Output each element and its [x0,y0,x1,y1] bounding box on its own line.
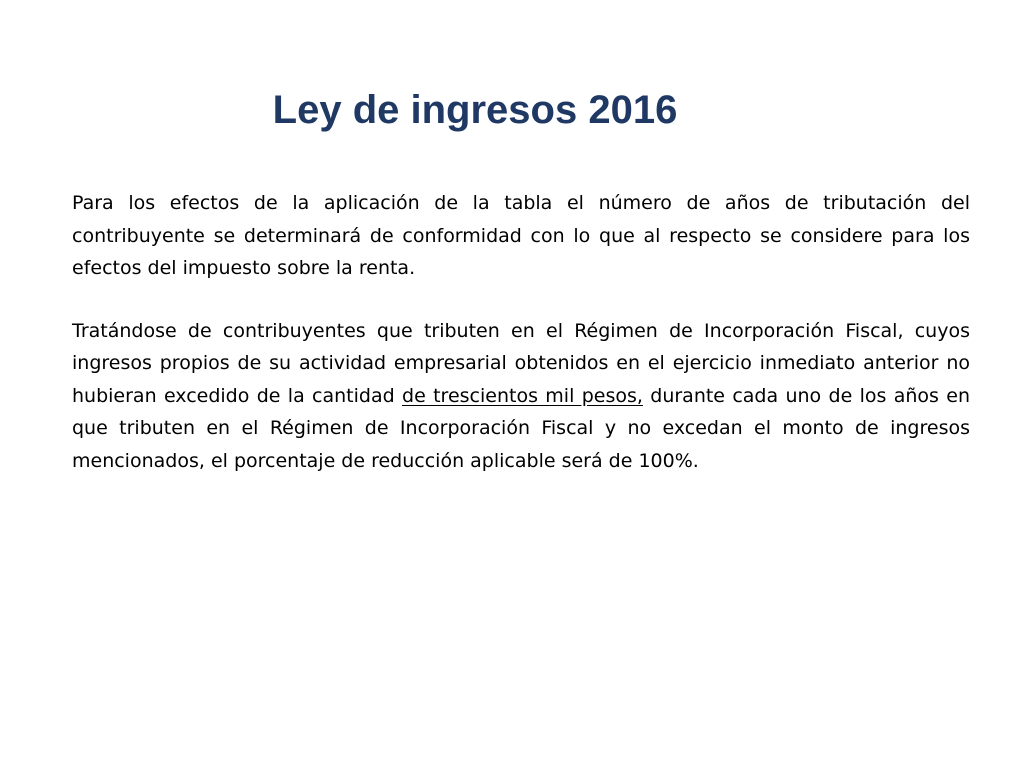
paragraph-tax-years: Para los efectos de la aplicación de la tabla el número de años de tributación del contribuyente se determinará de conformidad con lo que al respecto se considere para los efectos del impuesto sobre la renta. [72,192,970,279]
slide-title: Ley de ingresos 2016 [272,88,678,132]
paragraph-text-before: Tratándose de contribuyentes que tributen en el Régimen de Incorporación Fiscal, cuyos ingresos propios de su actividad empresarial obtenidos en el ejercicio inmediato anterior no hubieran excedido de la cantidad [72,319,970,407]
paragraph-text-after: durante cada uno de los años en que tributen en el Régimen de Incorporación Fiscal y no excedan el monto de ingresos mencionados, el porcentaje de reducción aplicable será de 100%. [72,384,971,472]
paragraph-rif-reduction [72,315,970,478]
underlined-amount: de trescientos mil pesos, [402,384,643,407]
slide-body [72,187,970,477]
